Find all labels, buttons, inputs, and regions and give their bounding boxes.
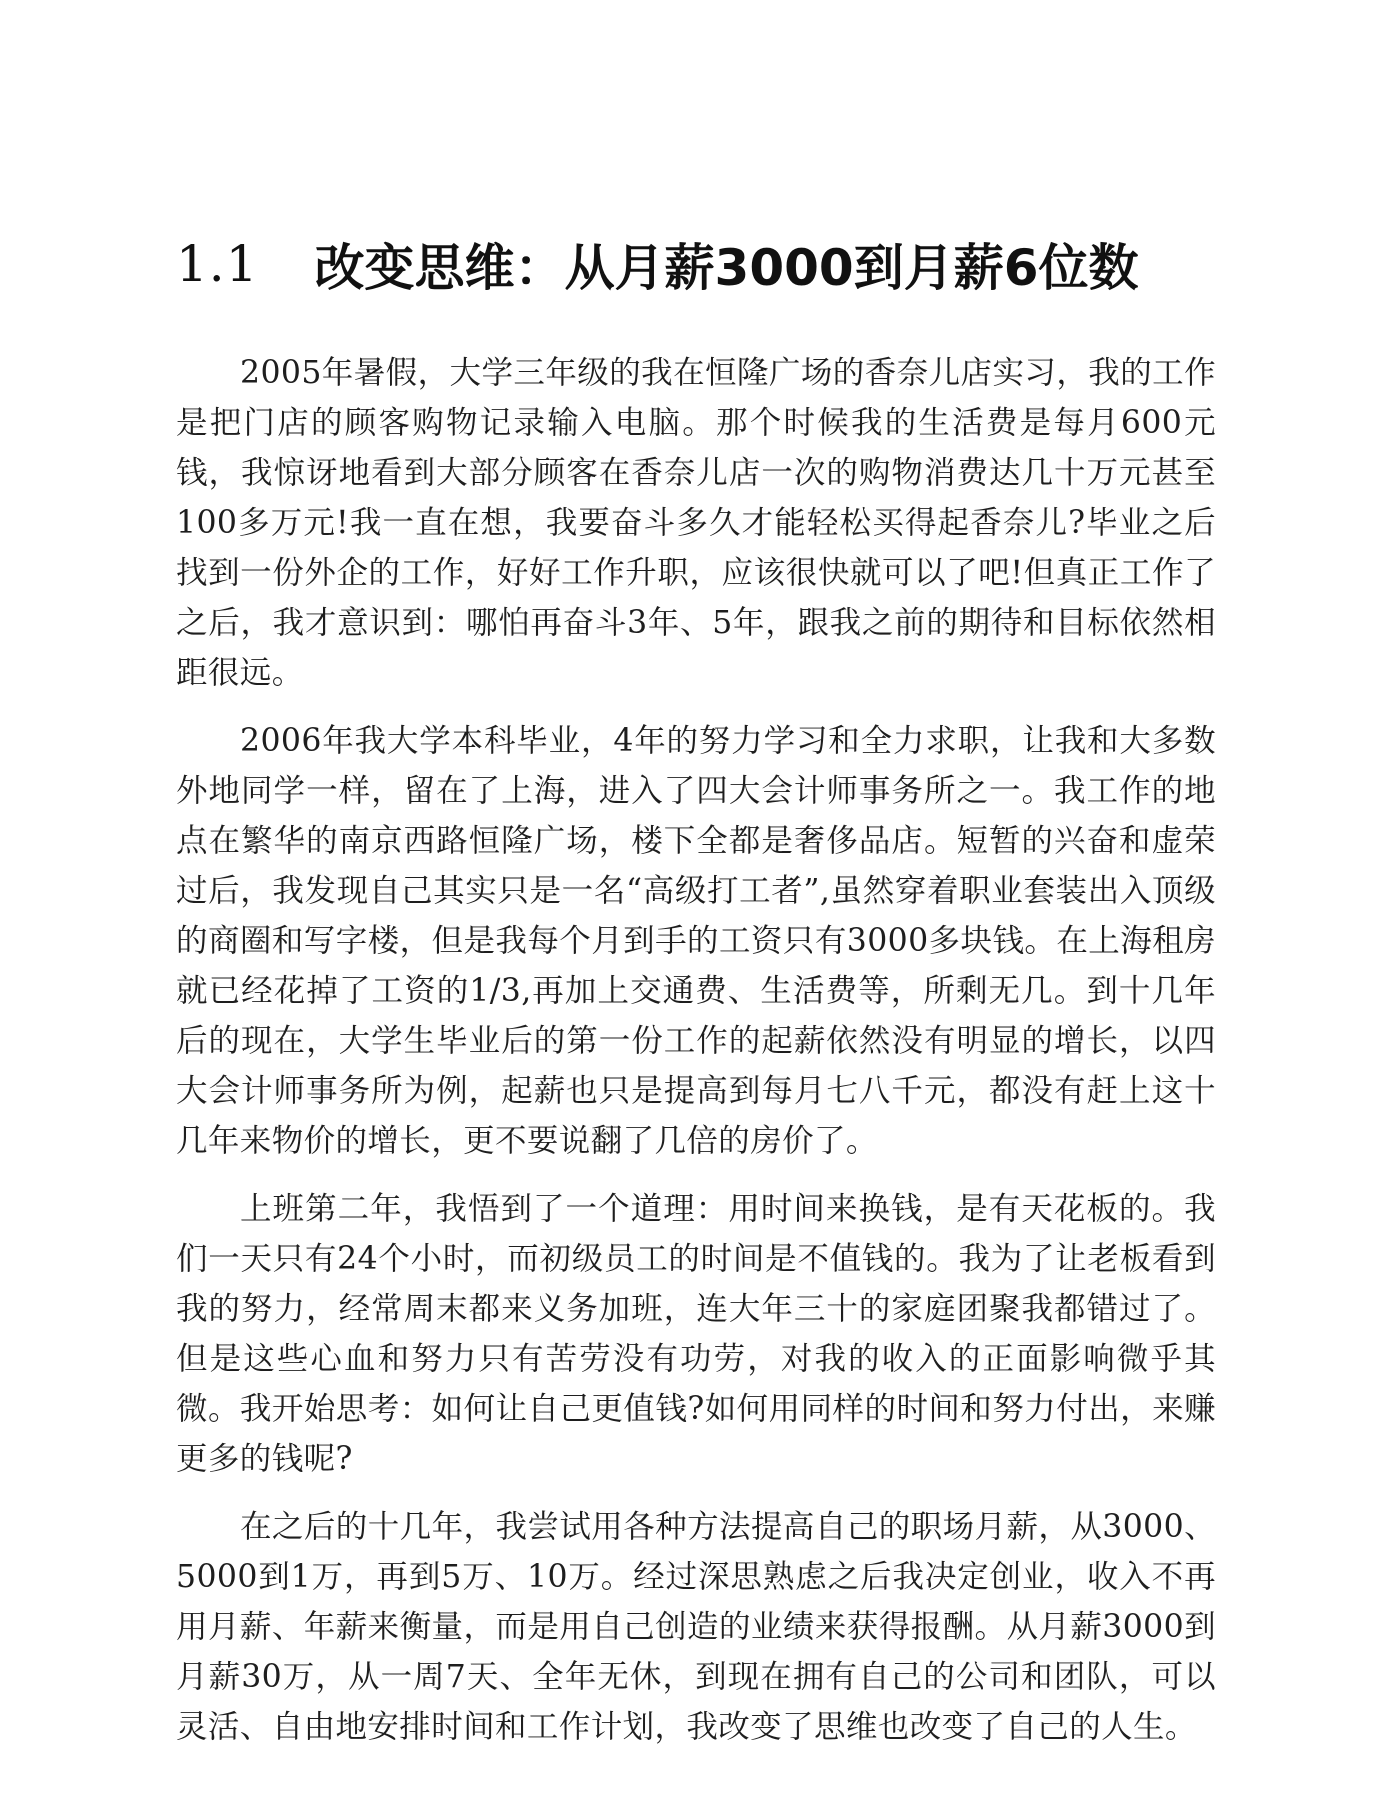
paragraph-3: 上班第二年，我悟到了一个道理：用时间来换钱，是有天花板的。我们一天只有24个小时，而初级员工的时间是不值钱的。我为了让老板看到我的努力，经常周末都来义务加班，连大年三十的家庭团聚我都错过了。但是这些心血和努力只有苦劳没有功劳，对我的收入的正面影响微乎其微。我开始思考：如何让自己更值钱?如何用同样的时间和努力付出，来赚更多的钱呢?: [176, 1191, 1216, 1477]
paragraph-2: 2006年我大学本科毕业，4年的努力学习和全力求职，让我和大多数外地同学一样，留在了上海，进入了四大会计师事务所之一。我工作的地点在繁华的南京西路恒隆广场，楼下全都是奢侈品店。短暂的兴奋和虚荣过后，我发现自己其实只是一名“高级打工者”,虽然穿着职业套装出入顶级的商圈和写字楼，但是我每个月到手的工资只有3000多块钱。在上海租房就已经花掉了工资的1/3,再加上交通费、生活费等，所剩无几。到十几年后的现在，大学生毕业后的第一份工作的起薪依然没有明显的增长，以四大会计师事务所为例，起薪也只是提高到每月七八千元，都没有赶上这十几年来物价的增长，更不要说翻了几倍的房价了。: [176, 723, 1216, 1159]
section-number: 1.1: [176, 235, 259, 293]
paragraph-4: 在之后的十几年，我尝试用各种方法提高自己的职场月薪，从3000、5000到1万，再到5万、10万。经过深思熟虑之后我决定创业，收入不再用月薪、年薪来衡量，而是用自己创造的业绩来获得报酬。从月薪3000到月薪30万，从一周7天、全年无休，到现在拥有自己的公司和团队，可以灵活、自由地安排时间和工作计划，我改变了思维也改变了自己的人生。: [176, 1509, 1216, 1745]
section-heading: [176, 228, 1256, 300]
paragraph-1: 2005年暑假，大学三年级的我在恒隆广场的香奈儿店实习，我的工作是把门店的顾客购物记录输入电脑。那个时候我的生活费是每月600元钱，我惊讶地看到大部分顾客在香奈儿店一次的购物消费达几十万元甚至100多万元!我一直在想，我要奋斗多久才能轻松买得起香奈儿?毕业之后找到一份外企的工作，好好工作升职，应该很快就可以了吧!但真正工作了之后，我才意识到：哪怕再奋斗3年、5年，跟我之前的期待和目标依然相距很远。: [176, 355, 1216, 691]
body-text: [176, 348, 1216, 1770]
section-title: 改变思维：从月薪3000到月薪6位数: [314, 239, 1139, 297]
